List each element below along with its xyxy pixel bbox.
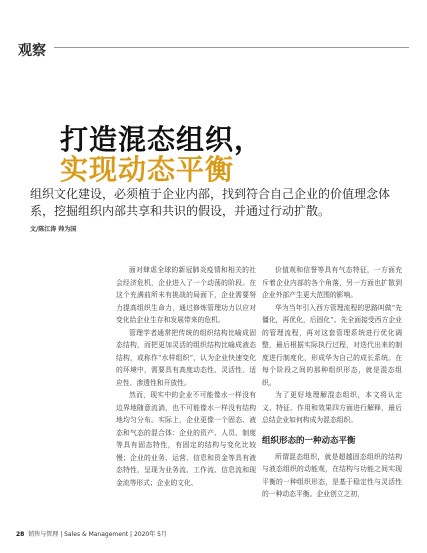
body-paragraph: 价值观和信誉等具有气态特征，一方面充斥着企业内部的各个角落，另一方面也扩散到企业外部产生更大范围的影响。	[262, 266, 402, 299]
body-paragraph: 所谓混态组织，就是超越固态组织的结构与液态组织的动能观，在结构与功能之间实现平衡的一种组织形态，是基于稳定性与灵活性的一种动态平衡。企业创立之初，	[262, 452, 402, 498]
article-byline: 文/陈江涛 帅为国	[30, 226, 77, 233]
page-footer	[16, 529, 167, 538]
body-paragraph: 为了更好地理解混态组织，本文将认定义、特征、作用和效果四方面进行解释，最后总结企业如何构成为混态组织。	[262, 391, 402, 424]
body-column-right	[262, 264, 402, 501]
body-paragraph: 华为当年引入西方管理流程的思路叫做“先僵化，再优化，后固化”。先全面接受西方企业的管理流程，再对这套管理系统进行优化调整，最后根据实际执行过程，对迭代出来的制度进行制度化，形成华为自己的成长系统。在每个阶段之间的那种组织形态，就是混态组织。	[262, 303, 402, 387]
footer-publication: 销售与管理 | Sales & Management | 2020年 5月	[28, 531, 167, 538]
body-paragraph: 面对肆虐全球的新冠肺炎疫情和相关的社会经济危机，企业进入了一个动荡的阶段。在这个充满前所未有挑战的局面下，企业需要努力提高组织生命力，通过修炼管理功力以应对变化给企业生存和发展带来的危机。	[116, 266, 256, 324]
article-title-line1: 打造混态组织，	[60, 123, 264, 156]
body-paragraph: 管理学者通常把传统的组织结构比喻成固态结构，而把更加灵活的组织结构比喻成液态结构，或称作“水样组织”，认为企业快速变化的环境中，需要具有高度动态性、灵活性、适应性、渗透性和开放性。	[116, 328, 256, 387]
article-title-line2: 实现动态平衡	[60, 153, 235, 186]
article-deck: 组织文化建设，必须植于企业内部，找到符合自己企业的价值理念体系，挖掘组织内部共享和共识的假设，并通过行动扩散。	[30, 187, 391, 218]
section-subheading: 组织形态的一种动态平衡	[262, 435, 356, 446]
page-number: 28	[16, 531, 25, 538]
section-label: 观察	[18, 43, 46, 59]
body-column-left	[116, 264, 256, 489]
body-paragraph: 然而，现实中的企业不可能像水一样没有边界地随意流淌，也不可能像水一样没有结构地均匀分布。实际上，企业更像一个固态、液态和气态的混合体：企业的资产、人员、制度等具有固态特性，有固定的结构与变化比较慢；企业的业务、运营、信息和资金等具有液态特性，呈现为业务流、工作流、信息流和现金流等形式；企业的文化、	[116, 391, 256, 487]
section-divider	[54, 47, 409, 48]
